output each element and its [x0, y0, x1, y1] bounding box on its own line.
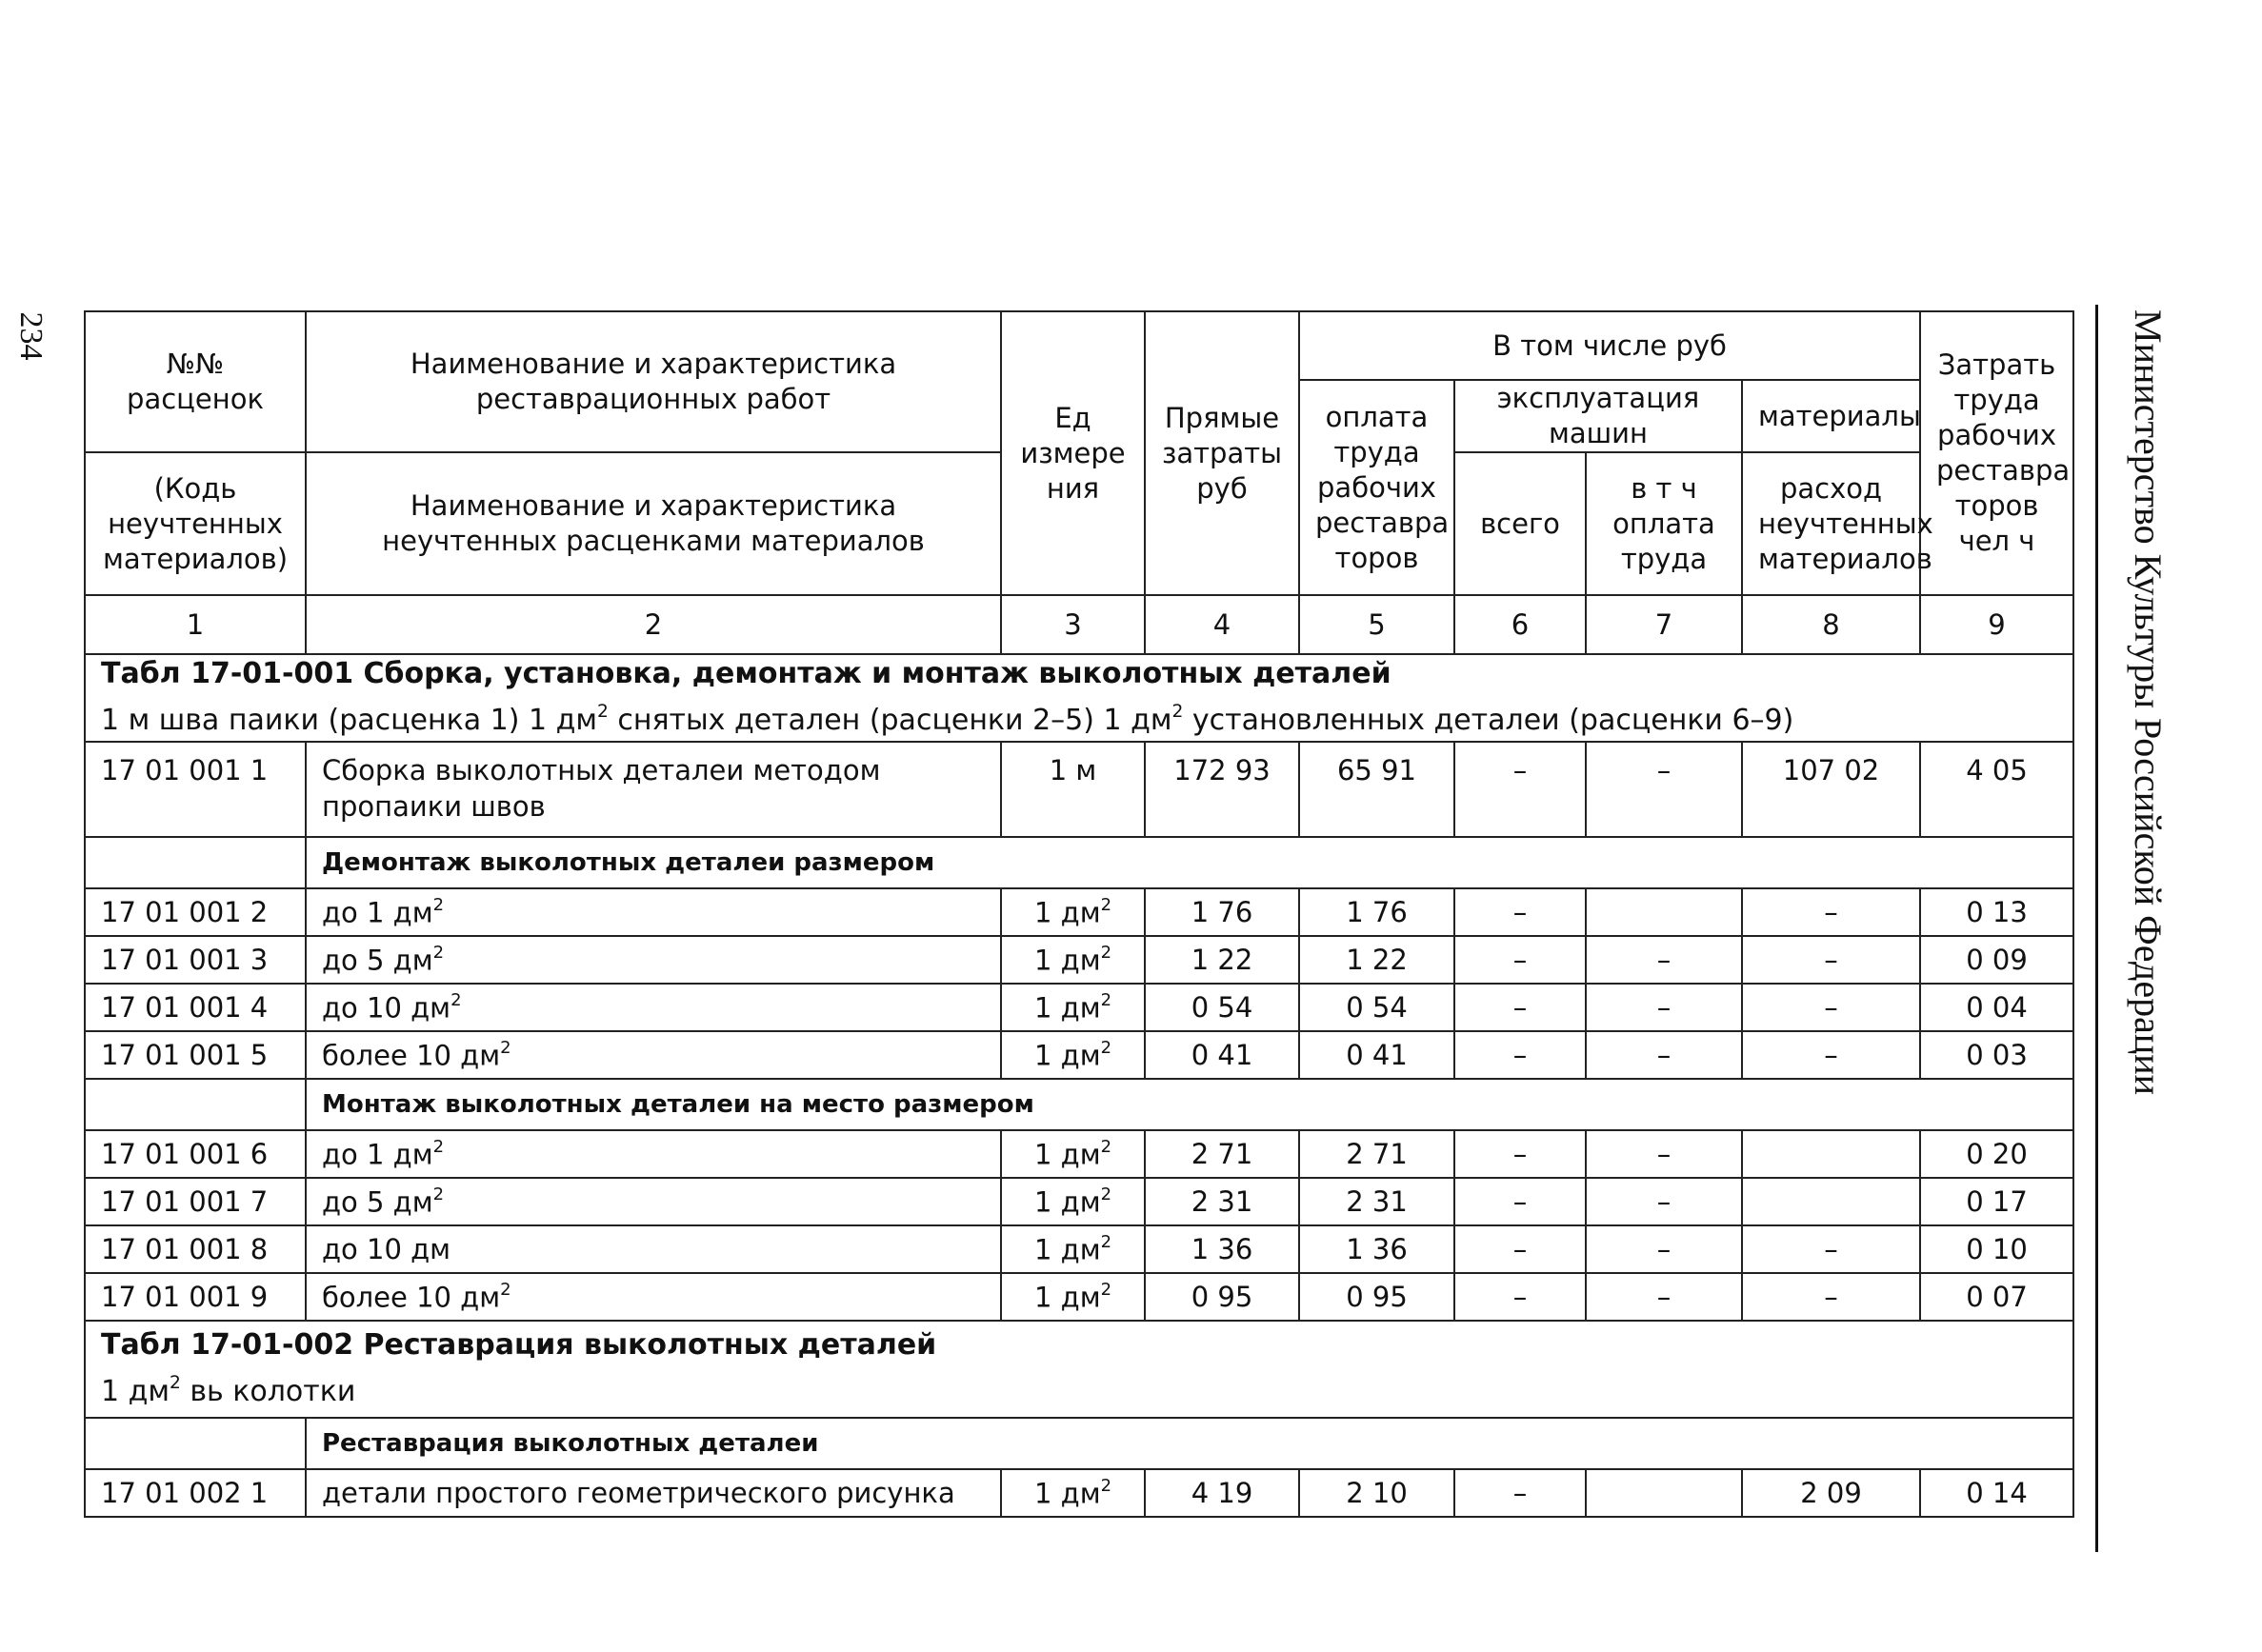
- hdr-direct-costs: Прямые затраты руб: [1145, 311, 1299, 595]
- rate-c6: –: [1454, 1031, 1586, 1079]
- section-subtitle: 1 м шва паики (расценка 1) 1 $дм^2$ снятых детален (расценки 2–5) 1 $дм^2$ установленных деталеи (расценки 6–9): [101, 702, 1794, 738]
- rate-c5: 1 22: [1299, 936, 1454, 984]
- rate-c9: 0 07: [1920, 1273, 2073, 1321]
- rate-c4: 1 22: [1145, 936, 1299, 984]
- rate-c8: –: [1742, 1031, 1920, 1079]
- table-row: [85, 1469, 2073, 1517]
- rate-name: до 1 $дм^2$: [306, 1130, 1001, 1178]
- rate-code: 17 01 001 6: [85, 1130, 306, 1178]
- rate-c9: 0 20: [1920, 1130, 2073, 1178]
- rate-code: 17 01 001 7: [85, 1178, 306, 1225]
- rate-c7: –: [1586, 984, 1742, 1031]
- rate-unit: 1 $дм^2$: [1001, 984, 1145, 1031]
- page-number: 234: [13, 311, 49, 361]
- colnum: 3: [1001, 595, 1145, 654]
- rate-unit: 1 $дм^2$: [1001, 1225, 1145, 1273]
- rate-c5: 0 95: [1299, 1273, 1454, 1321]
- rate-c4: 1 76: [1145, 888, 1299, 936]
- group-title: Реставрация выколотных деталеи: [306, 1418, 2073, 1469]
- rate-code: 17 01 001 4: [85, 984, 306, 1031]
- table-row: [85, 1130, 2073, 1178]
- rate-c8: 107 02: [1742, 742, 1920, 837]
- rate-c5: 1 76: [1299, 888, 1454, 936]
- rate-name: Сборка выколотных деталеи методом пропаики швов: [306, 742, 1001, 837]
- table-row: [85, 936, 2073, 984]
- rate-c8: [1742, 1130, 1920, 1178]
- rate-c7: –: [1586, 1273, 1742, 1321]
- hdr-materials-use: расход неучтенных материалов: [1742, 452, 1920, 595]
- rate-c9: 4 05: [1920, 742, 2073, 837]
- hdr-unit: Ед измере ния: [1001, 311, 1145, 595]
- rate-code: 17 01 001 5: [85, 1031, 306, 1079]
- side-rule: [2095, 305, 2098, 1552]
- rate-c5: 2 31: [1299, 1178, 1454, 1225]
- rate-c6: –: [1454, 984, 1586, 1031]
- hdr-machines: эксплуатация машин: [1454, 380, 1742, 452]
- rate-name: до 5 $дм^2$: [306, 1178, 1001, 1225]
- rate-c6: –: [1454, 742, 1586, 837]
- rate-c7: –: [1586, 1031, 1742, 1079]
- rate-unit: 1 $дм^2$: [1001, 1273, 1145, 1321]
- rate-c5: 2 10: [1299, 1469, 1454, 1517]
- section-title: Табл 17-01-002 Реставрация выколотных деталей: [101, 1328, 937, 1363]
- rate-c5: 0 54: [1299, 984, 1454, 1031]
- hdr-code-materials: (Кодь неучтенных материалов): [85, 452, 306, 595]
- section-heading: [85, 654, 2073, 742]
- rate-unit: 1 $дм^2$: [1001, 1130, 1145, 1178]
- rate-name: детали простого геометрического рисунка: [306, 1469, 1001, 1517]
- table-row: [85, 742, 2073, 837]
- section-title: Табл 17-01-001 Сборка, установка, демонтаж и монтаж выколотных деталей: [101, 657, 1391, 691]
- colnum: 7: [1586, 595, 1742, 654]
- rate-c8: [1742, 1178, 1920, 1225]
- hdr-code: №№ расценок: [85, 311, 306, 452]
- hdr-machines-total: всего: [1454, 452, 1586, 595]
- rate-unit: 1 $дм^2$: [1001, 888, 1145, 936]
- rate-c6: –: [1454, 1469, 1586, 1517]
- rate-c4: 0 95: [1145, 1273, 1299, 1321]
- colnum: 4: [1145, 595, 1299, 654]
- rate-c8: –: [1742, 1225, 1920, 1273]
- rate-code: 17 01 001 3: [85, 936, 306, 984]
- rate-c9: 0 04: [1920, 984, 2073, 1031]
- rate-c7: –: [1586, 742, 1742, 837]
- colnum: 1: [85, 595, 306, 654]
- rate-c4: 4 19: [1145, 1469, 1299, 1517]
- rate-c9: 0 10: [1920, 1225, 2073, 1273]
- rate-name: до 10 дм: [306, 1225, 1001, 1273]
- rate-code: 17 01 001 8: [85, 1225, 306, 1273]
- group-row: [85, 1418, 2073, 1469]
- hdr-name: Наименование и характеристика реставрационных работ: [306, 311, 1001, 452]
- colnum: 6: [1454, 595, 1586, 654]
- side-title: Министерство Культуры Российской Федерации: [2127, 309, 2170, 1096]
- rate-code: 17 01 002 1: [85, 1469, 306, 1517]
- rate-c4: 0 54: [1145, 984, 1299, 1031]
- rate-code: 17 01 001 1: [85, 742, 306, 837]
- rate-name: до 5 $дм^2$: [306, 936, 1001, 984]
- table-row: [85, 1273, 2073, 1321]
- rate-c8: –: [1742, 888, 1920, 936]
- section-subtitle: 1 $дм^2$ вь колотки: [101, 1373, 356, 1409]
- table-row: [85, 1031, 2073, 1079]
- rate-c7: –: [1586, 1225, 1742, 1273]
- colnum: 8: [1742, 595, 1920, 654]
- rates-table: [84, 310, 2074, 1518]
- column-numbers-row: [85, 595, 2073, 654]
- rate-c5: 2 71: [1299, 1130, 1454, 1178]
- rate-c5: 1 36: [1299, 1225, 1454, 1273]
- hdr-labor-pay: оплата труда рабочих реставра торов: [1299, 380, 1454, 595]
- rate-c9: 0 14: [1920, 1469, 2073, 1517]
- rate-c9: 0 03: [1920, 1031, 2073, 1079]
- colnum: 5: [1299, 595, 1454, 654]
- rate-unit: 1 $дм^2$: [1001, 936, 1145, 984]
- rate-name: более 10 $дм^2$: [306, 1273, 1001, 1321]
- rate-unit: 1 $дм^2$: [1001, 1178, 1145, 1225]
- hdr-materials: материалы: [1742, 380, 1920, 452]
- rate-c4: 2 71: [1145, 1130, 1299, 1178]
- rate-name: более 10 $дм^2$: [306, 1031, 1001, 1079]
- rate-c7: –: [1586, 1178, 1742, 1225]
- rate-c8: –: [1742, 1273, 1920, 1321]
- rate-c7: [1586, 888, 1742, 936]
- rate-c6: –: [1454, 936, 1586, 984]
- rate-c9: 0 17: [1920, 1178, 2073, 1225]
- rate-name: до 10 $дм^2$: [306, 984, 1001, 1031]
- rate-c9: 0 09: [1920, 936, 2073, 984]
- rate-c7: –: [1586, 1130, 1742, 1178]
- rate-c8: –: [1742, 936, 1920, 984]
- rate-c6: –: [1454, 1130, 1586, 1178]
- hdr-name-materials: Наименование и характеристика неучтенных расценками материалов: [306, 452, 1001, 595]
- rate-c4: 172 93: [1145, 742, 1299, 837]
- rate-unit: 1 $дм^2$: [1001, 1031, 1145, 1079]
- group-title: Монтаж выколотных деталеи на место размером: [306, 1079, 2073, 1130]
- rate-code: 17 01 001 2: [85, 888, 306, 936]
- rate-c5: 0 41: [1299, 1031, 1454, 1079]
- hdr-group: В том числе руб: [1299, 311, 1920, 380]
- rate-c6: –: [1454, 1178, 1586, 1225]
- hdr-labor-hours: Затрать труда рабочих реставра торов чел ч: [1920, 311, 2073, 595]
- rate-unit: 1 $дм^2$: [1001, 1469, 1145, 1517]
- rate-code: 17 01 001 9: [85, 1273, 306, 1321]
- rate-c6: –: [1454, 888, 1586, 936]
- rate-c6: –: [1454, 1273, 1586, 1321]
- hdr-machines-pay: в т ч оплата труда: [1586, 452, 1742, 595]
- group-title: Демонтаж выколотных деталеи размером: [306, 837, 2073, 888]
- rate-c8: –: [1742, 984, 1920, 1031]
- rate-c4: 1 36: [1145, 1225, 1299, 1273]
- table-row: [85, 984, 2073, 1031]
- rate-c4: 2 31: [1145, 1178, 1299, 1225]
- rate-c7: –: [1586, 936, 1742, 984]
- rate-c4: 0 41: [1145, 1031, 1299, 1079]
- rate-unit: 1 м: [1001, 742, 1145, 837]
- rate-c5: 65 91: [1299, 742, 1454, 837]
- rate-c6: –: [1454, 1225, 1586, 1273]
- colnum: 9: [1920, 595, 2073, 654]
- group-row: [85, 1079, 2073, 1130]
- table-row: [85, 888, 2073, 936]
- group-row: [85, 837, 2073, 888]
- rate-c9: 0 13: [1920, 888, 2073, 936]
- rate-name: до 1 $дм^2$: [306, 888, 1001, 936]
- rate-c7: [1586, 1469, 1742, 1517]
- section-heading: [85, 1321, 2073, 1418]
- rate-c8: 2 09: [1742, 1469, 1920, 1517]
- table-row: [85, 1178, 2073, 1225]
- table-row: [85, 1225, 2073, 1273]
- colnum: 2: [306, 595, 1001, 654]
